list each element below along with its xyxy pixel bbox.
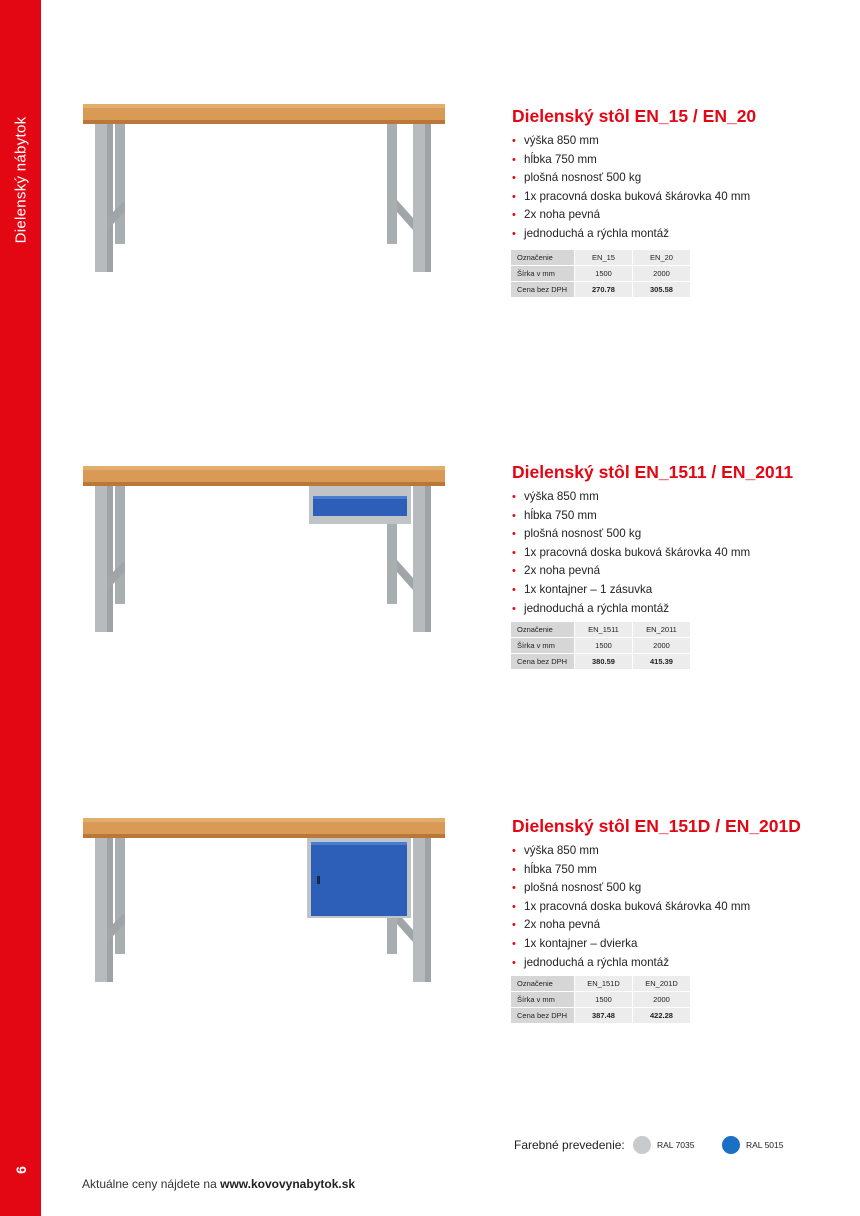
product-en151d [41, 810, 860, 1030]
table-cell: 2000 [633, 992, 691, 1008]
table-cell: 1500 [575, 992, 633, 1008]
table-cell: 422.28 [633, 1008, 691, 1024]
table-cell: 387.48 [575, 1008, 633, 1024]
table-header-cell: Šírka v mm [511, 266, 575, 282]
feature-item: • 1x kontajner – 1 zásuvka [512, 581, 750, 600]
table-cell: 415.39 [633, 654, 691, 670]
table-cell: 2000 [633, 638, 691, 654]
feature-item: • hĺbka 750 mm [512, 861, 750, 880]
table-cell: 1500 [575, 638, 633, 654]
spec-table [511, 622, 691, 670]
product-en15 [41, 100, 860, 320]
table-row [511, 638, 691, 654]
feature-item: • hĺbka 750 mm [512, 507, 750, 526]
table-header-cell: Šírka v mm [511, 992, 575, 1008]
table-row [511, 622, 691, 638]
workbench-drawer-icon [81, 456, 461, 656]
table-row [511, 654, 691, 670]
footer-note [82, 1177, 355, 1191]
feature-item: • jednoduchá a rýchla montáž [512, 600, 750, 619]
feature-item: • jednoduchá a rýchla montáž [512, 225, 750, 244]
table-cell: EN_151D [575, 976, 633, 992]
footer-text: Aktuálne ceny nájdete na [82, 1177, 221, 1191]
color-swatch-blue [722, 1136, 740, 1154]
feature-item: • plošná nosnosť 500 kg [512, 169, 750, 188]
feature-item: • výška 850 mm [512, 842, 750, 861]
feature-item: • 2x noha pevná [512, 916, 750, 935]
table-row [511, 1008, 691, 1024]
feature-item: • plošná nosnosť 500 kg [512, 525, 750, 544]
feature-item: • 1x pracovná doska buková škárovka 40 mm [512, 898, 750, 917]
feature-item: • 2x noha pevná [512, 206, 750, 225]
feature-list [512, 132, 750, 244]
table-cell: 1500 [575, 266, 633, 282]
feature-item: • hĺbka 750 mm [512, 151, 750, 170]
table-header-cell: Označenie [511, 622, 575, 638]
spec-table [511, 250, 691, 298]
feature-item: • jednoduchá a rýchla montáž [512, 954, 750, 973]
table-header-cell: Označenie [511, 250, 575, 266]
website-link[interactable]: www.kovovynabytok.sk [220, 1177, 356, 1191]
table-header-cell: Označenie [511, 976, 575, 992]
product-en1511 [41, 456, 860, 676]
feature-item: • výška 850 mm [512, 488, 750, 507]
feature-list [512, 842, 750, 972]
swatch-label: RAL 7035 [657, 1140, 695, 1150]
table-cell: 2000 [633, 266, 691, 282]
table-cell: 380.59 [575, 654, 633, 670]
sidebar [0, 0, 41, 1216]
table-cell: EN_201D [633, 976, 691, 992]
table-header-cell: Cena bez DPH [511, 1008, 575, 1024]
feature-item: • 1x kontajner – dvierka [512, 935, 750, 954]
swatch-label: RAL 5015 [746, 1140, 784, 1150]
feature-item: • 1x pracovná doska buková škárovka 40 mm [512, 544, 750, 563]
sidebar-title: Dielenský nábytok [12, 116, 30, 244]
workbench-cabinet-icon [81, 810, 461, 1010]
spec-table [511, 976, 691, 1024]
table-cell: 270.78 [575, 282, 633, 298]
product-title: Dielenský stôl EN_1511 / EN_2011 [512, 462, 794, 482]
table-cell: EN_15 [575, 250, 633, 266]
color-swatch-grey [633, 1136, 651, 1154]
table-header-cell: Cena bez DPH [511, 654, 575, 670]
table-header-cell: Šírka v mm [511, 638, 575, 654]
table-cell: EN_20 [633, 250, 691, 266]
product-title: Dielenský stôl EN_15 / EN_20 [512, 106, 757, 126]
product-title: Dielenský stôl EN_151D / EN_201D [512, 816, 801, 836]
feature-item: • 2x noha pevná [512, 562, 750, 581]
feature-list [512, 488, 750, 618]
table-row [511, 282, 691, 298]
table-row [511, 250, 691, 266]
color-legend [514, 1134, 814, 1158]
page-number: 6 [13, 1166, 29, 1174]
feature-item: • výška 850 mm [512, 132, 750, 151]
table-row [511, 266, 691, 282]
table-cell: 305.58 [633, 282, 691, 298]
workbench-icon [81, 100, 461, 300]
feature-item: • plošná nosnosť 500 kg [512, 879, 750, 898]
feature-item: • 1x pracovná doska buková škárovka 40 mm [512, 188, 750, 207]
table-cell: EN_2011 [633, 622, 691, 638]
table-row [511, 992, 691, 1008]
table-header-cell: Cena bez DPH [511, 282, 575, 298]
legend-label: Farebné prevedenie: [514, 1138, 625, 1152]
table-cell: EN_1511 [575, 622, 633, 638]
table-row [511, 976, 691, 992]
